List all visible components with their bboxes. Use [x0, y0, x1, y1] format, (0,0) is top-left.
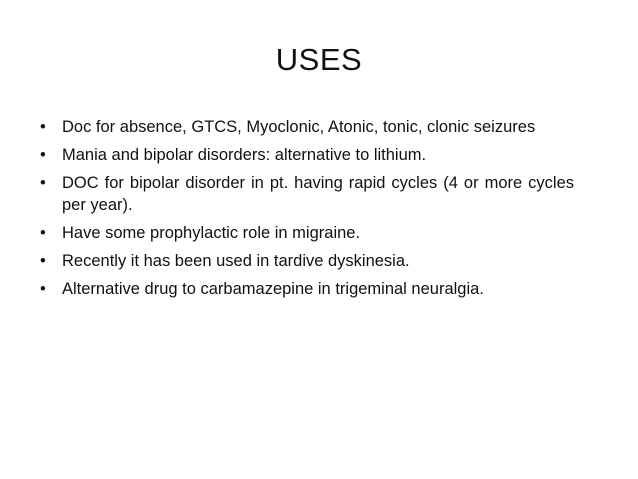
bullet-icon: •: [40, 280, 46, 298]
bullet-item: [40, 250, 574, 272]
bullet-list: [40, 116, 574, 306]
bullet-text: Have some prophylactic role in migraine.: [62, 224, 361, 242]
bullet-text: Alternative drug to carbamazepine in trigeminal neuralgia.: [62, 280, 484, 298]
bullet-text: Mania and bipolar disorders: alternative to lithium.: [62, 146, 427, 164]
bullet-icon: •: [40, 252, 46, 270]
bullet-item: [40, 222, 574, 244]
bullet-text: Recently it has been used in tardive dyskinesia.: [62, 252, 410, 270]
slide-title: USES: [275, 42, 363, 77]
bullet-icon: •: [40, 224, 46, 242]
bullet-item: [40, 172, 574, 216]
bullet-item: [40, 278, 574, 300]
bullet-icon: •: [40, 174, 46, 192]
bullet-text: DOC for bipolar disorder in pt. having rapid cycles (4 or more cycles per year).: [62, 174, 574, 214]
bullet-text: Doc for absence, GTCS, Myoclonic, Atonic, tonic, clonic seizures: [62, 118, 536, 136]
bullet-icon: •: [40, 118, 46, 136]
bullet-icon: •: [40, 146, 46, 164]
bullet-item: [40, 144, 574, 166]
bullet-item: [40, 116, 574, 138]
